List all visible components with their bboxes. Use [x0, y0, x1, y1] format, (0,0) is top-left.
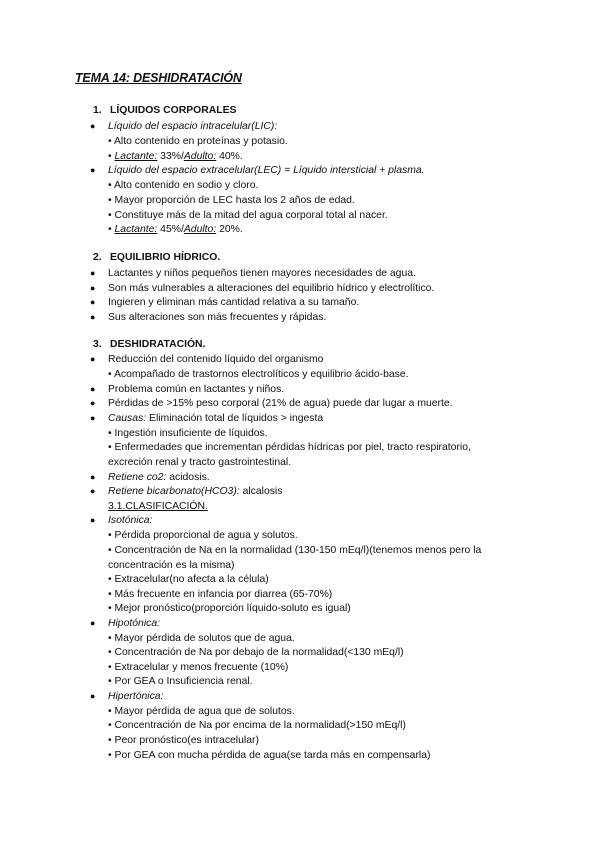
s2-bullet-3: Ingieren y eliminan más cantidad relativa a su tamaño. [108, 297, 360, 308]
lec-item-2: • Mayor proporción de LEC hasta los 2 años de edad. [108, 195, 355, 206]
section-2-heading: EQUILIBRIO HÍDRICO. [110, 252, 221, 263]
bullet-icon: ● [90, 515, 96, 525]
lec-label: Líquido del espacio extracelular(LEC) = Líquido intersticial + plasma. [108, 165, 425, 176]
bullet-icon: ● [90, 283, 96, 293]
hipo-item-4: • Por GEA o Insuficiencia renal. [108, 676, 253, 687]
lic-item-1: • Alto contenido en proteínas y potasio. [108, 136, 288, 147]
bullet-icon: ● [90, 121, 96, 131]
hco3-line: Retiene bicarbonato(HCO3): alcalosis [108, 486, 283, 497]
bullet-icon: ● [90, 354, 96, 364]
hipo-item-3: • Extracelular y menos frecuente (10%) [108, 662, 289, 673]
s3-bullet-1-sub: • Acompañado de trastornos electrolíticos y equilibrio ácido-base. [108, 369, 409, 380]
hiper-item-2: • Concentración de Na por encima de la normalidad(>150 mEq/l) [108, 720, 406, 731]
iso-item-1: • Pérdida proporcional de agua y solutos. [108, 530, 298, 541]
bullet-icon: ● [90, 297, 96, 307]
causas-item-2a: • Enfermedades que incrementan pérdidas hídricas por piel, tracto respiratorio, [108, 442, 471, 453]
iso-item-4: • Más frecuente en infancia por diarrea (65-70%) [108, 589, 333, 600]
lec-item-3: • Constituye más de la mitad del agua corporal total al nacer. [108, 210, 388, 221]
s2-bullet-2: Son más vulnerables a alteraciones del equilibrio hídrico y electrolítico. [108, 283, 435, 294]
section-1-heading: LÍQUIDOS CORPORALES [110, 105, 237, 116]
bullet-icon: ● [90, 618, 96, 628]
lic-label: Líquido del espacio intracelular(LIC): [108, 121, 278, 132]
section-1-number: 1. [93, 105, 102, 116]
causas-line: Causas: Eliminación total de líquidos > ingesta [108, 413, 324, 424]
section-3-heading: DESHIDRATACIÓN. [110, 339, 206, 350]
hipo-item-2: • Concentración de Na por debajo de la normalidad(<130 mEq/l) [108, 647, 404, 658]
s2-bullet-1: Lactantes y niños pequeños tienen mayores necesidades de agua. [108, 268, 416, 279]
bullet-icon: ● [90, 472, 96, 482]
s3-bullet-1: Reducción del contenido líquido del organismo [108, 354, 324, 365]
bullet-icon: ● [90, 312, 96, 322]
bullet-icon: ● [90, 268, 96, 278]
isotonica-label: Isotónica: [108, 515, 153, 526]
causas-item-2b: excreción renal y tracto gastrointestinal. [108, 457, 292, 468]
causas-item-1: • Ingestión insuficiente de líquidos. [108, 428, 268, 439]
lec-item-1: • Alto contenido en sodio y cloro. [108, 180, 259, 191]
iso-item-2b: concentración es la misma) [108, 560, 235, 571]
clasificacion-heading: 3.1.CLASIFICACIÓN. [108, 501, 208, 512]
hiper-item-1: • Mayor pérdida de agua que de solutos. [108, 706, 295, 717]
lic-item-2: • Lactante: 33%/Adulto: 40%. [108, 151, 243, 162]
s3-bullet-2: Problema común en lactantes y niños. [108, 384, 285, 395]
section-2-number: 2. [93, 252, 102, 263]
page-title: TEMA 14: DESHIDRATACIÓN [75, 71, 242, 85]
iso-item-2a: • Concentración de Na en la normalidad (130-150 mEq/l)(tenemos menos pero la [108, 545, 482, 556]
hiper-item-4: • Por GEA con mucha pérdida de agua(se tarda más en compensarla) [108, 750, 431, 761]
hipotonica-label: Hipotónica: [108, 618, 160, 629]
co2-line: Retiene co2: acidosis. [108, 472, 210, 483]
lec-item-4: • Lactante: 45%/Adulto: 20%. [108, 224, 243, 235]
s3-bullet-3: Pérdidas de >15% peso corporal (21% de agua) puede dar lugar a muerte. [108, 398, 453, 409]
iso-item-5: • Mejor pronóstico(proporción líquido-soluto es igual) [108, 603, 351, 614]
hipertonica-label: Hipertónica: [108, 691, 164, 702]
bullet-icon: ● [90, 165, 96, 175]
bullet-icon: ● [90, 413, 96, 423]
bullet-icon: ● [90, 384, 96, 394]
s2-bullet-4: Sus alteraciones son más frecuentes y rápidas. [108, 312, 327, 323]
bullet-icon: ● [90, 691, 96, 701]
bullet-icon: ● [90, 486, 96, 496]
bullet-icon: ● [90, 398, 96, 408]
hiper-item-3: • Peor pronóstico(es intracelular) [108, 735, 259, 746]
hipo-item-1: • Mayor pérdida de solutos que de agua. [108, 633, 295, 644]
section-3-number: 3. [93, 339, 102, 350]
iso-item-3: • Extracelular(no afecta a la célula) [108, 574, 269, 585]
